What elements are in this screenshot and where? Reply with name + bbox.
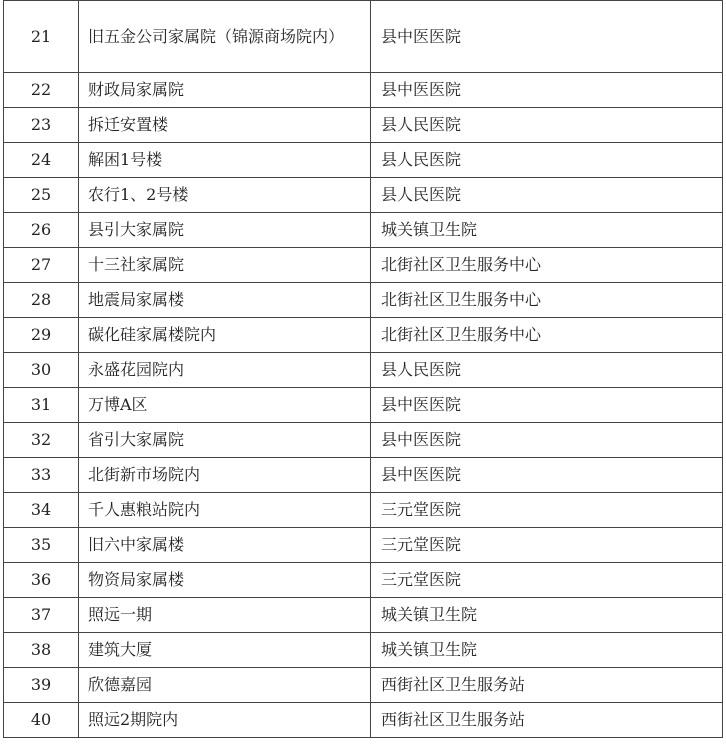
row-number: 30 [4,353,79,388]
table-row [4,423,723,458]
hospital-name: 西街社区卫生服务站 [371,668,723,703]
table-row [4,388,723,423]
table-row [4,668,723,703]
table-row [4,703,723,738]
row-number: 40 [4,703,79,738]
residence-name: 万博A区 [79,388,371,423]
table-row [4,458,723,493]
residence-name: 农行1、2号楼 [79,178,371,213]
residence-name: 照远一期 [79,598,371,633]
residence-name: 解困1号楼 [79,143,371,178]
hospital-name: 三元堂医院 [371,528,723,563]
table-row [4,178,723,213]
row-number: 26 [4,213,79,248]
residence-name: 旧五金公司家属院（锦源商场院内） [79,1,371,73]
residence-name: 碳化硅家属楼院内 [79,318,371,353]
residential-hospital-table [3,0,723,738]
hospital-name: 北街社区卫生服务中心 [371,283,723,318]
hospital-name: 城关镇卫生院 [371,213,723,248]
row-number: 21 [4,1,79,73]
table-row [4,318,723,353]
row-number: 25 [4,178,79,213]
hospital-name: 城关镇卫生院 [371,633,723,668]
table-row [4,528,723,563]
table-row [4,1,723,73]
residence-name: 省引大家属院 [79,423,371,458]
residence-name: 旧六中家属楼 [79,528,371,563]
row-number: 24 [4,143,79,178]
hospital-name: 县人民医院 [371,143,723,178]
residence-name: 十三社家属院 [79,248,371,283]
table-row [4,108,723,143]
hospital-name: 县中医医院 [371,1,723,73]
hospital-name: 县中医医院 [371,388,723,423]
hospital-name: 西街社区卫生服务站 [371,703,723,738]
table-row [4,633,723,668]
residence-name: 财政局家属院 [79,73,371,108]
row-number: 27 [4,248,79,283]
document-table-container [3,0,725,738]
table-row [4,143,723,178]
row-number: 31 [4,388,79,423]
row-number: 38 [4,633,79,668]
hospital-name: 三元堂医院 [371,563,723,598]
row-number: 36 [4,563,79,598]
table-row [4,248,723,283]
residence-name: 建筑大厦 [79,633,371,668]
table-row [4,353,723,388]
row-number: 35 [4,528,79,563]
hospital-name: 县中医医院 [371,73,723,108]
row-number: 32 [4,423,79,458]
row-number: 34 [4,493,79,528]
hospital-name: 城关镇卫生院 [371,598,723,633]
table-row [4,213,723,248]
residence-name: 县引大家属院 [79,213,371,248]
row-number: 29 [4,318,79,353]
hospital-name: 县人民医院 [371,178,723,213]
hospital-name: 县人民医院 [371,353,723,388]
residence-name: 物资局家属楼 [79,563,371,598]
row-number: 39 [4,668,79,703]
table-row [4,493,723,528]
row-number: 37 [4,598,79,633]
residence-name: 地震局家属楼 [79,283,371,318]
residence-name: 北街新市场院内 [79,458,371,493]
hospital-name: 县中医医院 [371,458,723,493]
residence-name: 照远2期院内 [79,703,371,738]
table-row [4,73,723,108]
hospital-name: 三元堂医院 [371,493,723,528]
table-row [4,598,723,633]
residence-name: 千人惠粮站院内 [79,493,371,528]
row-number: 23 [4,108,79,143]
residence-name: 永盛花园院内 [79,353,371,388]
hospital-name: 北街社区卫生服务中心 [371,248,723,283]
table-row [4,283,723,318]
row-number: 22 [4,73,79,108]
residence-name: 欣德嘉园 [79,668,371,703]
hospital-name: 县人民医院 [371,108,723,143]
table-row [4,563,723,598]
hospital-name: 北街社区卫生服务中心 [371,318,723,353]
row-number: 33 [4,458,79,493]
residence-name: 拆迁安置楼 [79,108,371,143]
row-number: 28 [4,283,79,318]
hospital-name: 县中医医院 [371,423,723,458]
